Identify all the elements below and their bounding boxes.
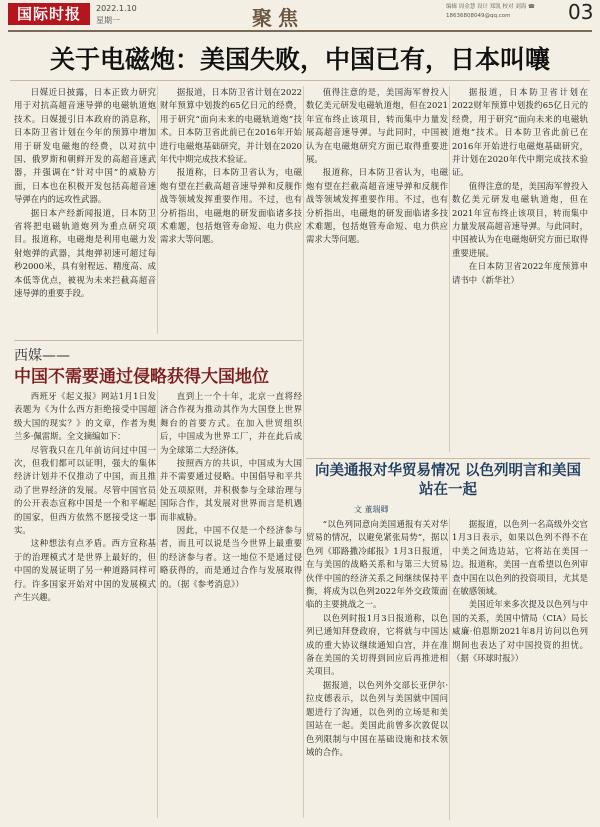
- article1-column-2: [160, 86, 302, 334]
- headline-rule: [10, 80, 590, 81]
- article3-column-1: [306, 518, 448, 820]
- article1-column-3: [306, 86, 448, 452]
- column-divider: [303, 86, 304, 818]
- article3-paragraph: “以色列同意向美国通报有关对华贸易的情况，以避免紧张局势”，据以色列《耶路撒冷邮报》1月3日报道，在与美国的战略关系和与第三大贸易伙伴中国的经济关系之间继续保持平衡，将成为以色列2022年外交政策面临的主要挑战之一。: [306, 519, 448, 610]
- article3-rule: [306, 458, 590, 459]
- page-number: 03: [568, 0, 594, 24]
- article3-paragraph: 美国近年来多次提及以色列与中国的关系，美国中情局（CIA）局长威廉·伯恩斯2021年8月访问以色列期间也表达了对中国投资的担忧。（据《环球时报》）: [452, 599, 588, 664]
- article1-paragraph: 据报道，日本防卫省计划在2022财年预算中划拨约65亿日元的经费，用于研究“面向未来的电磁轨道炮”技术。日本防卫省此前已在2016年开始进行电磁炮基础研究，并计划在2020年代中期完成技术验证。: [452, 87, 588, 178]
- main-headline: 关于电磁炮：美国失败，中国已有，日本叫嚷: [49, 45, 550, 74]
- section-title: 聚焦: [252, 6, 304, 30]
- article2-kicker: 西媒——: [14, 348, 70, 364]
- article2-column-1: [14, 390, 156, 818]
- column-divider: [157, 86, 158, 334]
- masthead-rule: [8, 30, 592, 32]
- article3-paragraph: 据报道，以色列一名高级外交官1月3日表示，如果以色列不得不在中美之间选边站，它将站在美国一边。报道称，美国一直希望以色列审查中国在以色列的投资项目，尤其是在敏感领域。: [452, 519, 588, 597]
- article3-headline: 向美通报对华贸易情况 以色列明言和美国站在一起: [314, 463, 582, 498]
- issue-date: 2022.1.10: [96, 4, 137, 13]
- column-divider: [449, 86, 450, 452]
- article1-paragraph: 值得注意的是，美国海军曾投入数亿美元研发电磁轨道炮，但在2021年宣布终止该项目，转而集中力量发展高超音速导弹。与此同时，中国被认为在电磁炮研究方面已取得重要进展。: [306, 87, 448, 165]
- article2-rule: [14, 340, 302, 341]
- article3-author: 文 董瑞卿: [354, 505, 389, 514]
- article1-paragraph: 据报道，日本防卫省计划在2022财年预算中划拨约65亿日元的经费，用于研究“面向未来的电磁轨道炮”技术。日本防卫省此前已在2016年开始进行电磁炮基础研究，并计划在2020年代中期完成技术验证。: [160, 87, 302, 165]
- column-divider: [449, 518, 450, 820]
- article2-paragraph: 直到上一个十年，北京一直将经济合作视为推动其作为大国登上世界舞台的首要方式。在加入世贸组织后，中国成为世界工厂，并在此后成为全球第二大经济体。: [160, 391, 302, 455]
- article1-paragraph: 日媒近日披露，日本正致力研究用于对抗高超音速导弹的电磁轨道炮技术。日媒援引日本政府的消息称，日本防卫省计划在今年的预算中增加用于研发电磁炮的经费，以对抗中国、俄罗斯和朝鲜开发的高超音速武器，并强调在“针对中国”的威胁方面，日本也在积极开发包括高超音速导弹在内的远攻性武器。: [14, 87, 156, 205]
- article1-paragraph: 值得注意的是，美国海军曾投入数亿美元研发电磁轨道炮，但在2021年宣布终止该项目，转而集中力量发展高超音速导弹。与此同时，中国被认为在电磁炮研究方面已取得重要进展。: [452, 180, 588, 258]
- article1-column-1: [14, 86, 156, 334]
- article1-paragraph: 报道称，日本防卫省认为，电磁炮有望在拦截高超音速导弹和反舰作战等领域发挥重要作用。不过，也有分析指出，电磁炮的研发面临诸多技术难题，包括炮管寿命短、电力供应需求大等问题。: [306, 167, 448, 245]
- article2-paragraph: 因此，中国不仅是一个经济参与者，而且可以说是当今世界上最重要的经济参与者。这一地位不是通过侵略获得的，而是通过合作与发展取得的。（据《参考消息》）: [160, 525, 302, 589]
- article1-column-4: [452, 86, 588, 516]
- masthead: [0, 0, 600, 34]
- article2-headline: 中国不需要通过侵略获得大国地位: [14, 367, 269, 387]
- article2-column-2: [160, 390, 302, 818]
- article2-paragraph: 西班牙《起义报》网站1月1日发表题为《为什么西方拒绝接受中国超级大国的现实？》的文章，作者为奥兰多·佩雷斯。全文摘编如下：: [14, 391, 156, 442]
- issue-weekday: 星期一: [96, 16, 120, 25]
- article3-column-2: [452, 518, 588, 820]
- article1-paragraph: 报道称，日本防卫省认为，电磁炮有望在拦截高超音速导弹和反舰作战等领域发挥重要作用。不过，也有分析指出，电磁炮的研发面临诸多技术难题，包括炮管寿命短、电力供应需求大等问题。: [160, 167, 302, 245]
- article2-paragraph: 按照西方的共识，中国成为大国并不需要通过侵略。中国倡导和平共处五项原则，并积极参与全球治理与国际合作，其发展对世界而言是机遇而非威胁。: [160, 458, 302, 522]
- editor-credits: 编辑 周金慧 设计 郑凯 校对 刘海 ☎ 18636808049@qq.com: [446, 4, 535, 19]
- column-divider: [157, 390, 158, 818]
- article1-paragraph: 据日本产经新闻报道，日本防卫省将把电磁轨道炮列为重点研究项目。报道称，电磁炮是利用电磁力发射炮弹的武器，其炮弹初速可超过每秒2000米，具有射程远、精度高、成本低等优点，被视为未来拦截高超音速导弹的重要手段。: [14, 207, 156, 299]
- article3-paragraph: 据报道，以色列外交部长亚伊尔·拉皮德表示，以色列与美国就中国问题进行了沟通，以色列的立场是和美国站在一起。美国此前曾多次敦促以色列限制与中国在基础设施和技术领域的合作。: [306, 679, 448, 757]
- newspaper-logo: 国际时报: [8, 3, 90, 25]
- article1-byline: 在日本防卫省2022年度预算申请书中（新华社）: [452, 261, 588, 285]
- article2-paragraph: 这种想法有点矛盾。西方宣称基于的治理模式才是世界上最好的，但中国的发展证明了另一种道路同样可行。许多国家开始对中国的发展模式产生兴趣。: [14, 538, 156, 603]
- article3-paragraph: 以色列时报1月3日报道称，以色列已通知拜登政府，它将就与中国达成的重大协议继续通知白宫，并在准备在美国的关切得到回应后再推进相关项目。: [306, 612, 448, 677]
- article2-paragraph: 尽管我只在几年前访问过中国一次，但我们都可以证明，强大的集体经济计划并不仅推动了中国，而且推动了世界经济的发展。尽管中国官员的公开表态宣称中国是一个和平崛起的国家，但西方依然不愿接受这一事实。: [14, 444, 156, 536]
